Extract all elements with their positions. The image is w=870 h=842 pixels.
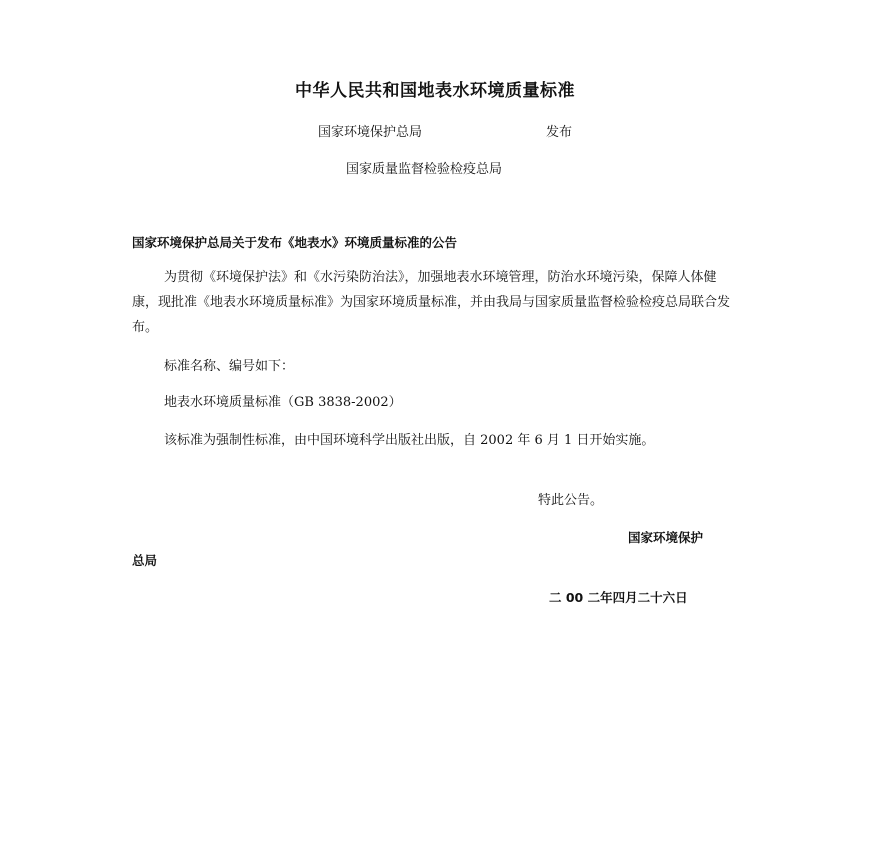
notice-paragraph: 标准名称、编号如下： — [164, 359, 295, 374]
standard-name-paragraph: 地表水环境质量标准（GB 3838-2002） — [164, 395, 402, 410]
issue-label: 发布 — [546, 125, 573, 140]
notice-title: 国家环境保护总局关于发布《地表水》环境质量标准的公告 — [132, 235, 458, 250]
notice-paragraph: 为贯彻《环境保护法》和《水污染防治法》，加强地表水环境管理，防治水环境污染，保障人体健康，现批准《地表水环境质量标准》为国家环境质量标准，并由我局与国家质量监督检验检疫总局联合发布。 — [132, 270, 731, 335]
closing-text: 特此公告。 — [538, 493, 604, 508]
issuer-environment-bureau: 国家环境保护总局 — [318, 125, 423, 140]
issuer-quality-bureau: 国家质量监督检验检疫总局 — [346, 162, 503, 177]
signature-line: 国家环境保护 — [628, 530, 704, 545]
notice-paragraph: 该标准为强制性标准，由中国环境科学出版社出版，自 2002 年 6 月 1 日开始实施。 — [164, 433, 655, 448]
signature-line-continued: 总局 — [132, 553, 158, 568]
document-title: 中华人民共和国地表水环境质量标准 — [295, 81, 575, 101]
notice-date: 二 00 二年四月二十六日 — [549, 590, 688, 605]
